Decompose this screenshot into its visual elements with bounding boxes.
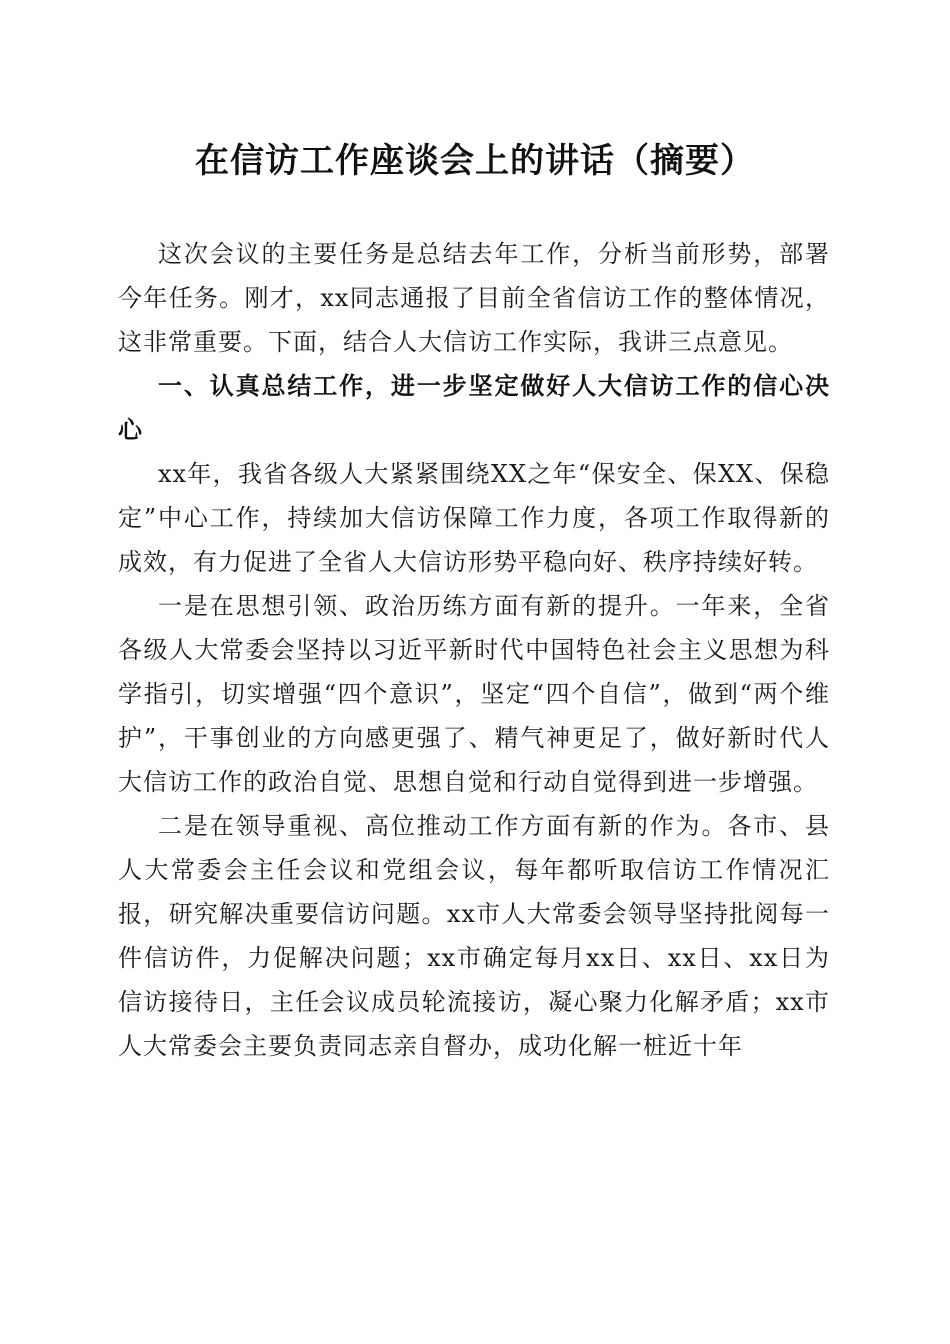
paragraph-summary: xx年，我省各级人大紧紧围绕XX之年“保安全、保XX、保稳定”中心工作，持续加大信访保障工作力度，各项工作取得新的成效，有力促进了全省人大信访形势平稳向好、秩序持续好转。 [118, 460, 830, 576]
paragraph-point-1: 一是在思想引领、政治历练方面有新的提升。一年来，全省各级人大常委会坚持以习近平新时代中国特色社会主义思想为科学指引，切实增强“四个意识”，坚定“四个自信”，做到“两个维护”，干事创业的方向感更强了、精气神更足了，做好新时代人大信访工作的政治自觉、思想自觉和行动自觉得到进一步增强。 [118, 592, 830, 796]
document-title: 在信访工作座谈会上的讲话（摘要） [195, 141, 755, 181]
paragraph-point-2: 二是在领导重视、高位推动工作方面有新的作为。各市、县人大常委会主任会议和党组会议，每年都听取信访工作情况汇报，研究解决重要信访问题。xx市人大常委会领导坚持批阅每一件信访件，力促解决问题；xx市确定每月xx日、xx日、xx日为信访接待日，主任会议成员轮流接访，凝心聚力化解矛盾；xx市人大常委会主要负责同志亲自督办，成功化解一桩近十年 [118, 812, 830, 1060]
document-body [118, 232, 830, 1068]
paragraph-intro: 这次会议的主要任务是总结去年工作，分析当前形势，部署今年任务。刚才，xx同志通报了目前全省信访工作的整体情况，这非常重要。下面，结合人大信访工作实际，我讲三点意见。 [118, 240, 830, 356]
section-heading-1: 一、认真总结工作，进一步坚定做好人大信访工作的信心决心 [118, 372, 830, 444]
